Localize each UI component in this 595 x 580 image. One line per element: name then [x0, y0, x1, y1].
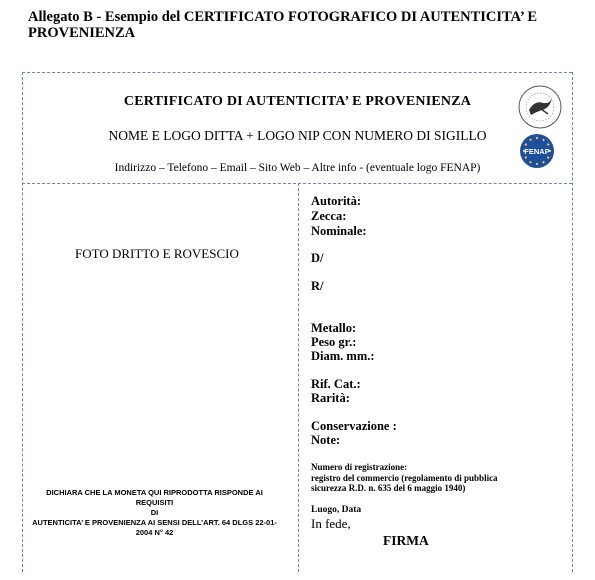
- in-fede-label: In fede,: [311, 516, 351, 531]
- registration-info: [311, 462, 541, 494]
- fenap-logo-icon: [519, 133, 555, 169]
- declaration-line-3: AUTENTICITA’ E PROVENIENZA AI SENSI DELL’ART. 64 DLGS 22-01-: [32, 518, 277, 527]
- registration-line-2: registro del commercio (regolamento di pubblica: [311, 472, 498, 483]
- document-heading: [28, 9, 568, 41]
- photo-placeholder-label: FOTO DRITTO E ROVESCIO: [75, 246, 239, 261]
- registration-line-1: Numero di registrazione:: [311, 462, 408, 472]
- field-autorita: Autorità:: [311, 194, 361, 208]
- company-name-line: NOME E LOGO DITTA + LOGO NIP CON NUMERO DI SIGILLO: [108, 128, 487, 143]
- field-note: Note:: [311, 433, 341, 447]
- declaration-line-1: DICHIARA CHE LA MONETA QUI RIPRODOTTA RISPONDE AI REQUISITI: [46, 488, 263, 507]
- field-rovescio: R/: [311, 279, 324, 293]
- column-divider: [298, 183, 299, 572]
- field-diametro: Diam. mm.:: [311, 349, 375, 363]
- registration-line-3: sicurezza R.D. n. 635 del 6 maggio 1940): [311, 483, 466, 493]
- fenap-logo-text: FENAP: [524, 147, 550, 156]
- declaration-line-4: 2004 N° 42: [135, 528, 174, 537]
- frame-left-border: [22, 72, 23, 572]
- authenticity-declaration: [27, 488, 282, 538]
- frame-right-border: [572, 72, 573, 572]
- declaration-line-2: DI: [150, 508, 159, 517]
- heading-line-1: Allegato B - Esempio del CERTIFICATO FOTOGRAFICO DI AUTENTICITA’ E: [28, 9, 538, 25]
- field-nominale: Nominale:: [311, 224, 367, 238]
- field-rarita: Rarità:: [311, 391, 350, 405]
- contact-info-line: Indirizzo – Telefono – Email – Sito Web – Altre info - (eventuale logo FENAP): [114, 162, 481, 174]
- field-rif-cat: Rif. Cat.:: [311, 377, 361, 391]
- certificate-title: CERTIFICATO DI AUTENTICITA’ E PROVENIENZA: [123, 94, 472, 109]
- field-diritto: D/: [311, 251, 324, 265]
- place-date-label: Luogo, Data: [311, 505, 362, 515]
- heading-line-2: PROVENIENZA: [28, 25, 136, 41]
- nip-seal-logo-icon: [517, 84, 563, 130]
- field-peso: Peso gr.:: [311, 335, 357, 349]
- field-conservazione: Conservazione :: [311, 419, 397, 433]
- header-divider: [22, 183, 572, 184]
- frame-top-border: [22, 72, 572, 73]
- field-zecca: Zecca:: [311, 209, 347, 223]
- signature-label: FIRMA: [383, 533, 429, 548]
- field-metallo: Metallo:: [311, 321, 357, 335]
